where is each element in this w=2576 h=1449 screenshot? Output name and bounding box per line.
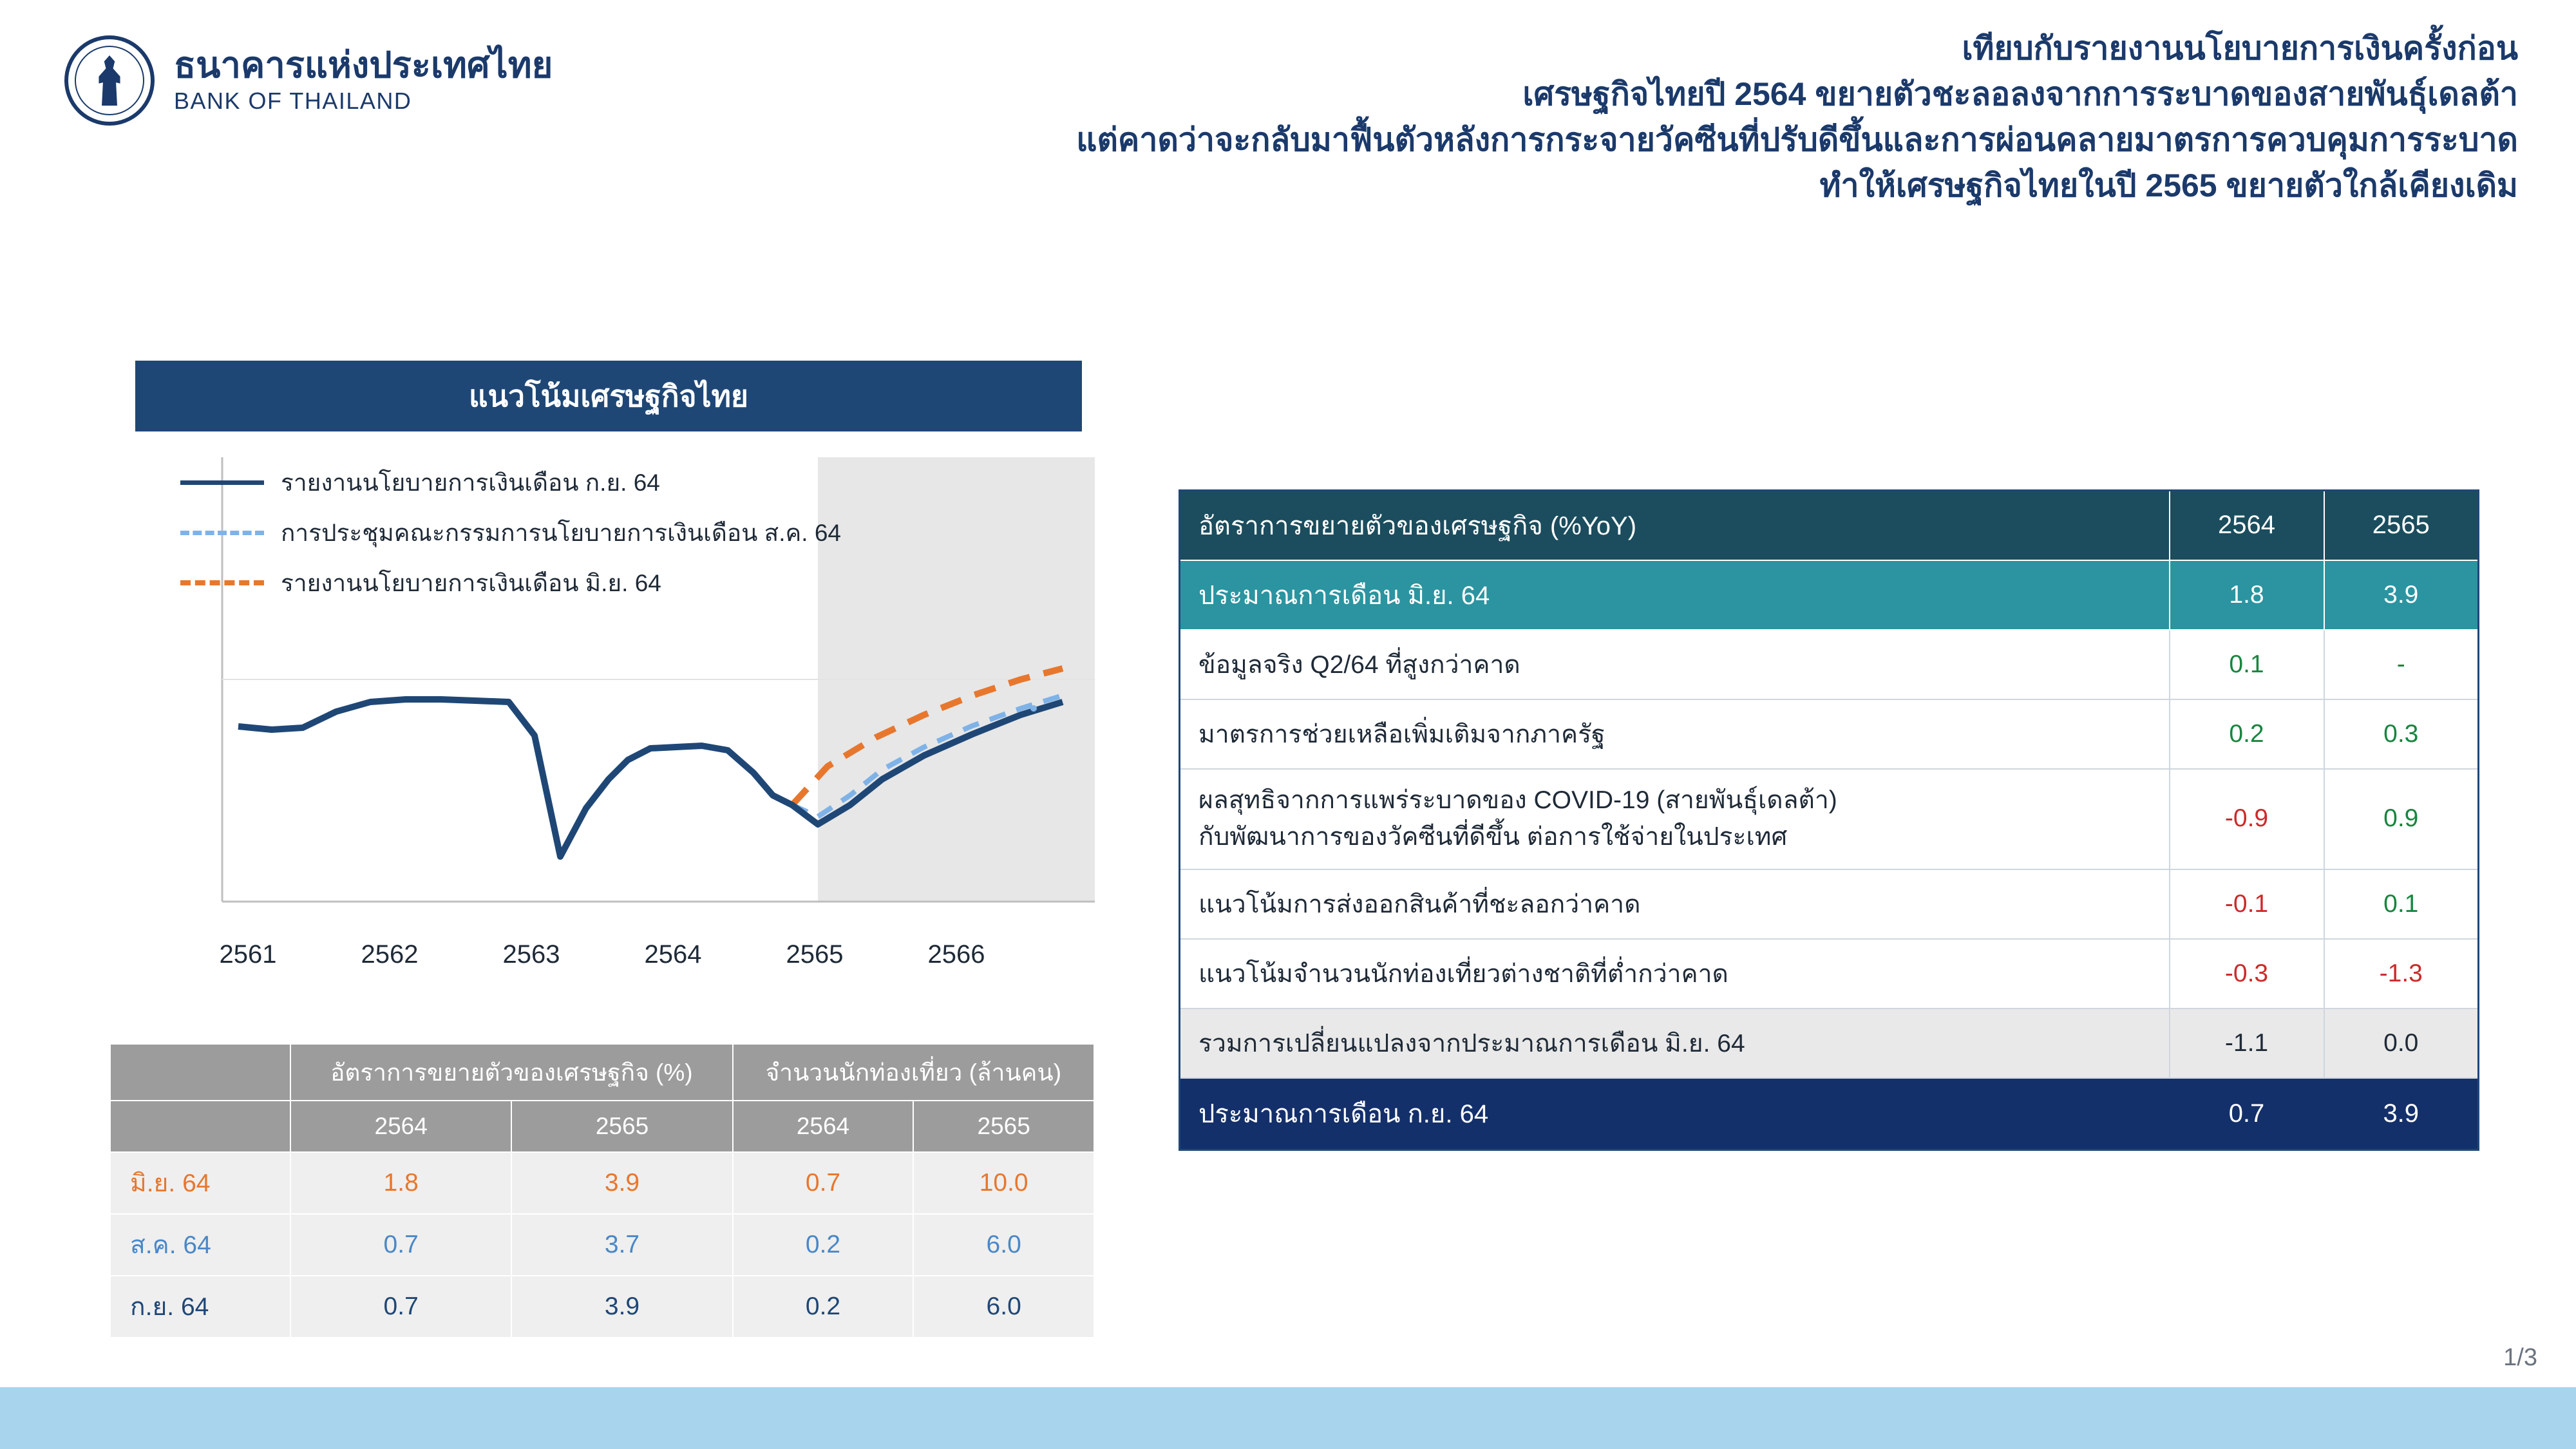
revision-exports-2565: 0.1 [2324,869,2479,939]
right-table-header-2564: 2564 [2170,491,2324,560]
revision-covid-2565: 0.9 [2324,769,2479,869]
revision-tourists-2565: -1.3 [2324,939,2479,1009]
legend-label-jun: รายงานนโยบายการเงินเดือน มิ.ย. 64 [281,569,661,596]
left-row-aug-tour-2565: 6.0 [913,1214,1094,1276]
chart-title: แนวโน้มเศรษฐกิจไทย [135,361,1082,431]
revision-label-covid [1180,769,2170,869]
table-row [110,1152,1094,1214]
revision-label-covid-line2: กับพัฒนาการของวัคซีนที่ดีขึ้น ต่อการใช้จ่ายในประเทศ [1198,822,1788,851]
final-2564: 0.7 [2170,1078,2324,1150]
left-row-aug-gdp-2565: 3.7 [511,1214,732,1276]
table-row [1180,699,2479,769]
baseline-label: ประมาณการเดือน มิ.ย. 64 [1180,560,2170,630]
left-table-sub-tour-2565: 2565 [913,1101,1094,1152]
left-table-sub-tour-2564: 2564 [733,1101,914,1152]
right-table-header-label: อัตราการขยายตัวของเศรษฐกิจ (%YoY) [1180,491,2170,560]
legend-item-jun [180,558,841,608]
baseline-2564: 1.8 [2170,560,2324,630]
x-tick-2563: 2563 [502,940,560,969]
x-tick-2564: 2564 [644,940,702,969]
final-label: ประมาณการเดือน ก.ย. 64 [1180,1078,2170,1150]
table-row-summary [1180,1009,2479,1078]
left-table-corner [110,1044,290,1101]
left-table-sub-gdp-2565: 2565 [511,1101,732,1152]
left-row-jun-tour-2564: 0.7 [733,1152,914,1214]
chart-legend [180,457,841,608]
x-tick-2565: 2565 [786,940,844,969]
legend-key-solid-navy-icon [180,480,264,485]
left-row-label-sep: ก.ย. 64 [110,1276,290,1338]
revision-govt-measures-2564: 0.2 [2170,699,2324,769]
revision-label-exports: แนวโน้มการส่งออกสินค้าที่ชะลอกว่าคาด [1180,869,2170,939]
left-row-aug-gdp-2564: 0.7 [290,1214,511,1276]
revision-label-covid-line1: ผลสุทธิจากการแพร่ระบาดของ COVID-19 (สายพันธุ์เดลต้า) [1198,786,1837,814]
table-row [1180,939,2479,1009]
baseline-2565: 3.9 [2324,560,2479,630]
table-row [110,1276,1094,1338]
economic-outlook-chart [109,444,1095,1024]
table-row-final [1180,1078,2479,1150]
left-row-jun-gdp-2564: 1.8 [290,1152,511,1214]
table-row [1180,869,2479,939]
bot-logo [64,35,553,126]
footer-bar [0,1387,2576,1449]
x-tick-2566: 2566 [927,940,985,969]
summary-label: รวมการเปลี่ยนแปลงจากประมาณการเดือน มิ.ย. 64 [1180,1009,2170,1078]
page-number: 1/3 [2503,1344,2537,1371]
summary-2565: 0.0 [2324,1009,2479,1078]
legend-key-dashed-blue-icon [180,531,264,535]
table-row [110,1214,1094,1276]
x-tick-2562: 2562 [361,940,419,969]
bot-seal-icon [64,35,155,126]
revision-q2-actual-2564: 0.1 [2170,630,2324,699]
legend-item-aug [180,507,841,558]
revision-q2-actual-2565: - [2324,630,2479,699]
logo-thai-name: ธนาคารแห่งประเทศไทย [174,44,553,85]
revision-label-q2-actual: ข้อมูลจริง Q2/64 ที่สูงกว่าคาด [1180,630,2170,699]
left-row-sep-gdp-2565: 3.9 [511,1276,732,1338]
revision-tourists-2564: -0.3 [2170,939,2324,1009]
left-table-group-tourists: จำนวนนักท่องเที่ยว (ล้านคน) [733,1044,1094,1101]
left-table-group-gdp: อัตราการขยายตัวของเศรษฐกิจ (%) [290,1044,733,1101]
revision-label-tourists: แนวโน้มจำนวนนักท่องเที่ยวต่างชาติที่ต่ำกว่าคาด [1180,939,2170,1009]
legend-key-dashed-orange-icon [180,580,264,585]
left-table-subcorner [110,1101,290,1152]
headline-line-1: เทียบกับรายงานนโยบายการเงินครั้งก่อน [1962,30,2518,66]
left-row-sep-gdp-2564: 0.7 [290,1276,511,1338]
logo-english-name: BANK OF THAILAND [174,88,412,115]
revision-label-govt-measures: มาตรการช่วยเหลือเพิ่มเติมจากภาครัฐ [1180,699,2170,769]
headline-line-3: แต่คาดว่าจะกลับมาฟื้นตัวหลังการกระจายวัคซีนที่ปรับดีขึ้นและการผ่อนคลายมาตรการควบคุมการระบาด [1076,122,2518,158]
right-table-header-2565: 2565 [2324,491,2479,560]
legend-item-sep [180,457,841,507]
left-row-sep-tour-2565: 6.0 [913,1276,1094,1338]
table-row [1180,630,2479,699]
left-row-label-jun: มิ.ย. 64 [110,1152,290,1214]
chart-x-axis [109,940,1095,979]
legend-label-aug: การประชุมคณะกรรมการนโยบายการเงินเดือน ส.ค. 64 [281,519,841,546]
left-row-sep-tour-2564: 0.2 [733,1276,914,1338]
table-row-baseline [1180,560,2479,630]
left-row-label-aug: ส.ค. 64 [110,1214,290,1276]
revision-govt-measures-2565: 0.3 [2324,699,2479,769]
final-2565: 3.9 [2324,1078,2479,1150]
left-row-aug-tour-2564: 0.2 [733,1214,914,1276]
legend-label-sep: รายงานนโยบายการเงินเดือน ก.ย. 64 [281,469,660,496]
left-table-sub-gdp-2564: 2564 [290,1101,511,1152]
summary-2564: -1.1 [2170,1009,2324,1078]
left-row-jun-gdp-2565: 3.9 [511,1152,732,1214]
headline-line-4: ทำให้เศรษฐกิจไทยในปี 2565 ขยายตัวใกล้เคียงเดิม [1819,167,2518,204]
left-row-jun-tour-2565: 10.0 [913,1152,1094,1214]
headline-line-2: เศรษฐกิจไทยปี 2564 ขยายตัวชะลอลงจากการระบาดของสายพันธุ์เดลต้า [1522,76,2518,112]
gdp-revision-table [1179,489,2479,1151]
revision-covid-2564: -0.9 [2170,769,2324,869]
page-title [779,26,2518,209]
forecast-summary-table [109,1043,1095,1338]
x-tick-2561: 2561 [219,940,277,969]
revision-exports-2564: -0.1 [2170,869,2324,939]
table-row [1180,769,2479,869]
